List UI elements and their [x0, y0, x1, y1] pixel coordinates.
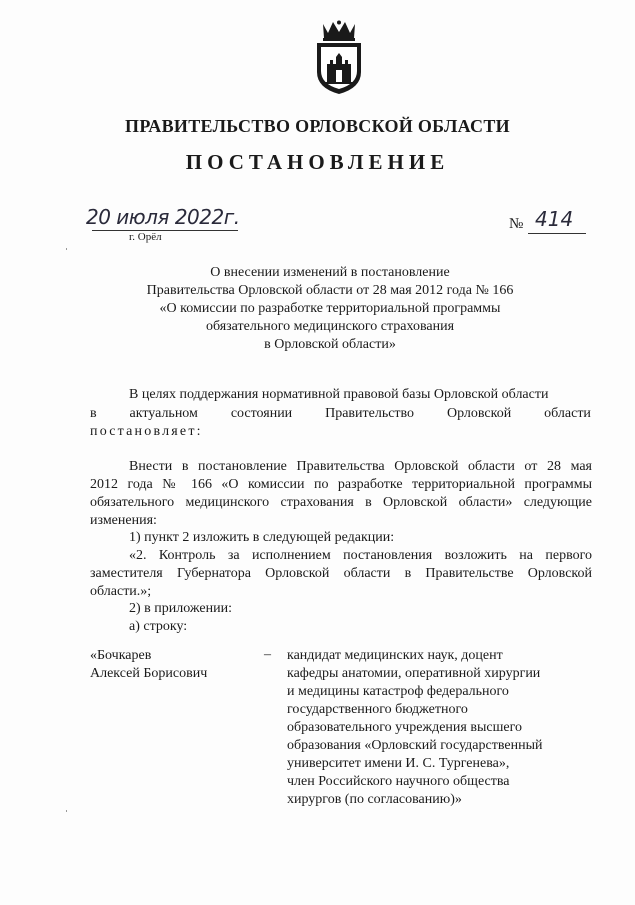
entry-dash: –	[264, 647, 271, 662]
document-type-heading: ПОСТАНОВЛЕНИЕ	[185, 150, 450, 174]
place-label: г. Орёл	[129, 231, 162, 243]
preamble-word: в	[90, 406, 97, 421]
coat-of-arms-emblem	[313, 20, 365, 96]
preamble-line: В целях поддержания нормативной правовой базы Орловской области	[129, 387, 549, 402]
handwritten-date: 20 июля 2022г.	[86, 205, 240, 229]
description-line: университет имени И. С. Тургенева»,	[287, 756, 510, 771]
body-line: Внести в постановление Правительства Орловской области от 28 мая	[129, 459, 592, 474]
scan-speck	[66, 248, 67, 250]
quoted-text-line: области.»;	[90, 584, 152, 599]
subject-line: О внесении изменений в постановление	[210, 265, 450, 280]
description-line: член Российского научного общества	[287, 774, 510, 789]
document-subject	[110, 264, 550, 354]
list-item: 2) в приложении:	[129, 601, 232, 616]
preamble-word: Правительство	[325, 406, 415, 421]
scan-speck	[66, 810, 67, 812]
preamble-word: состоянии	[230, 406, 293, 421]
member-surname: «Бочкарев	[90, 648, 152, 663]
description-line: образования «Орловский государственный	[287, 738, 543, 753]
preamble-word: актуальном	[129, 406, 198, 421]
body-line: изменения:	[90, 513, 157, 528]
description-line: кандидат медицинских наук, доцент	[287, 648, 503, 663]
preamble-word: Орловской	[446, 406, 512, 421]
subject-line: Правительства Орловской области от 28 мая 2012 года № 166	[146, 283, 514, 298]
description-line: государственного бюджетного	[287, 702, 468, 717]
list-subitem: а) строку:	[129, 619, 188, 634]
number-underline	[528, 233, 586, 234]
resolution-verb: постановляет:	[90, 424, 203, 439]
handwritten-number: 414	[535, 207, 574, 231]
member-description	[287, 647, 542, 809]
body-line: обязательного медицинского страхования в Орловской области» следующие	[90, 495, 592, 510]
body-line: 2012 года № 166 «О комиссии по разработке территориальной программы	[90, 477, 592, 492]
quoted-text-line: «2. Контроль за исполнением постановления возложить на первого	[129, 548, 592, 563]
subject-line: «О комиссии по разработке территориальной программы	[159, 301, 501, 316]
date-underline	[92, 230, 238, 231]
subject-line: обязательного медицинского страхования	[205, 319, 455, 334]
quoted-text-line: заместителя Губернатора Орловской области в Правительстве Орловской	[90, 566, 592, 581]
list-item: 1) пункт 2 изложить в следующей редакции:	[129, 530, 395, 545]
preamble-word: области	[544, 406, 591, 421]
preamble-line	[90, 405, 591, 423]
description-line: образовательного учреждения высшего	[287, 720, 522, 735]
subject-line: в Орловской области»	[264, 337, 396, 352]
member-name: Алексей Борисович	[90, 666, 208, 681]
organization-title: ПРАВИТЕЛЬСТВО ОРЛОВСКОЙ ОБЛАСТИ	[125, 116, 510, 136]
description-line: и медицины катастроф федерального	[287, 684, 509, 699]
description-line: кафедры анатомии, оперативной хирургии	[287, 666, 541, 681]
number-sign: №	[509, 216, 524, 232]
description-line: хирургов (по согласованию)»	[287, 792, 462, 807]
